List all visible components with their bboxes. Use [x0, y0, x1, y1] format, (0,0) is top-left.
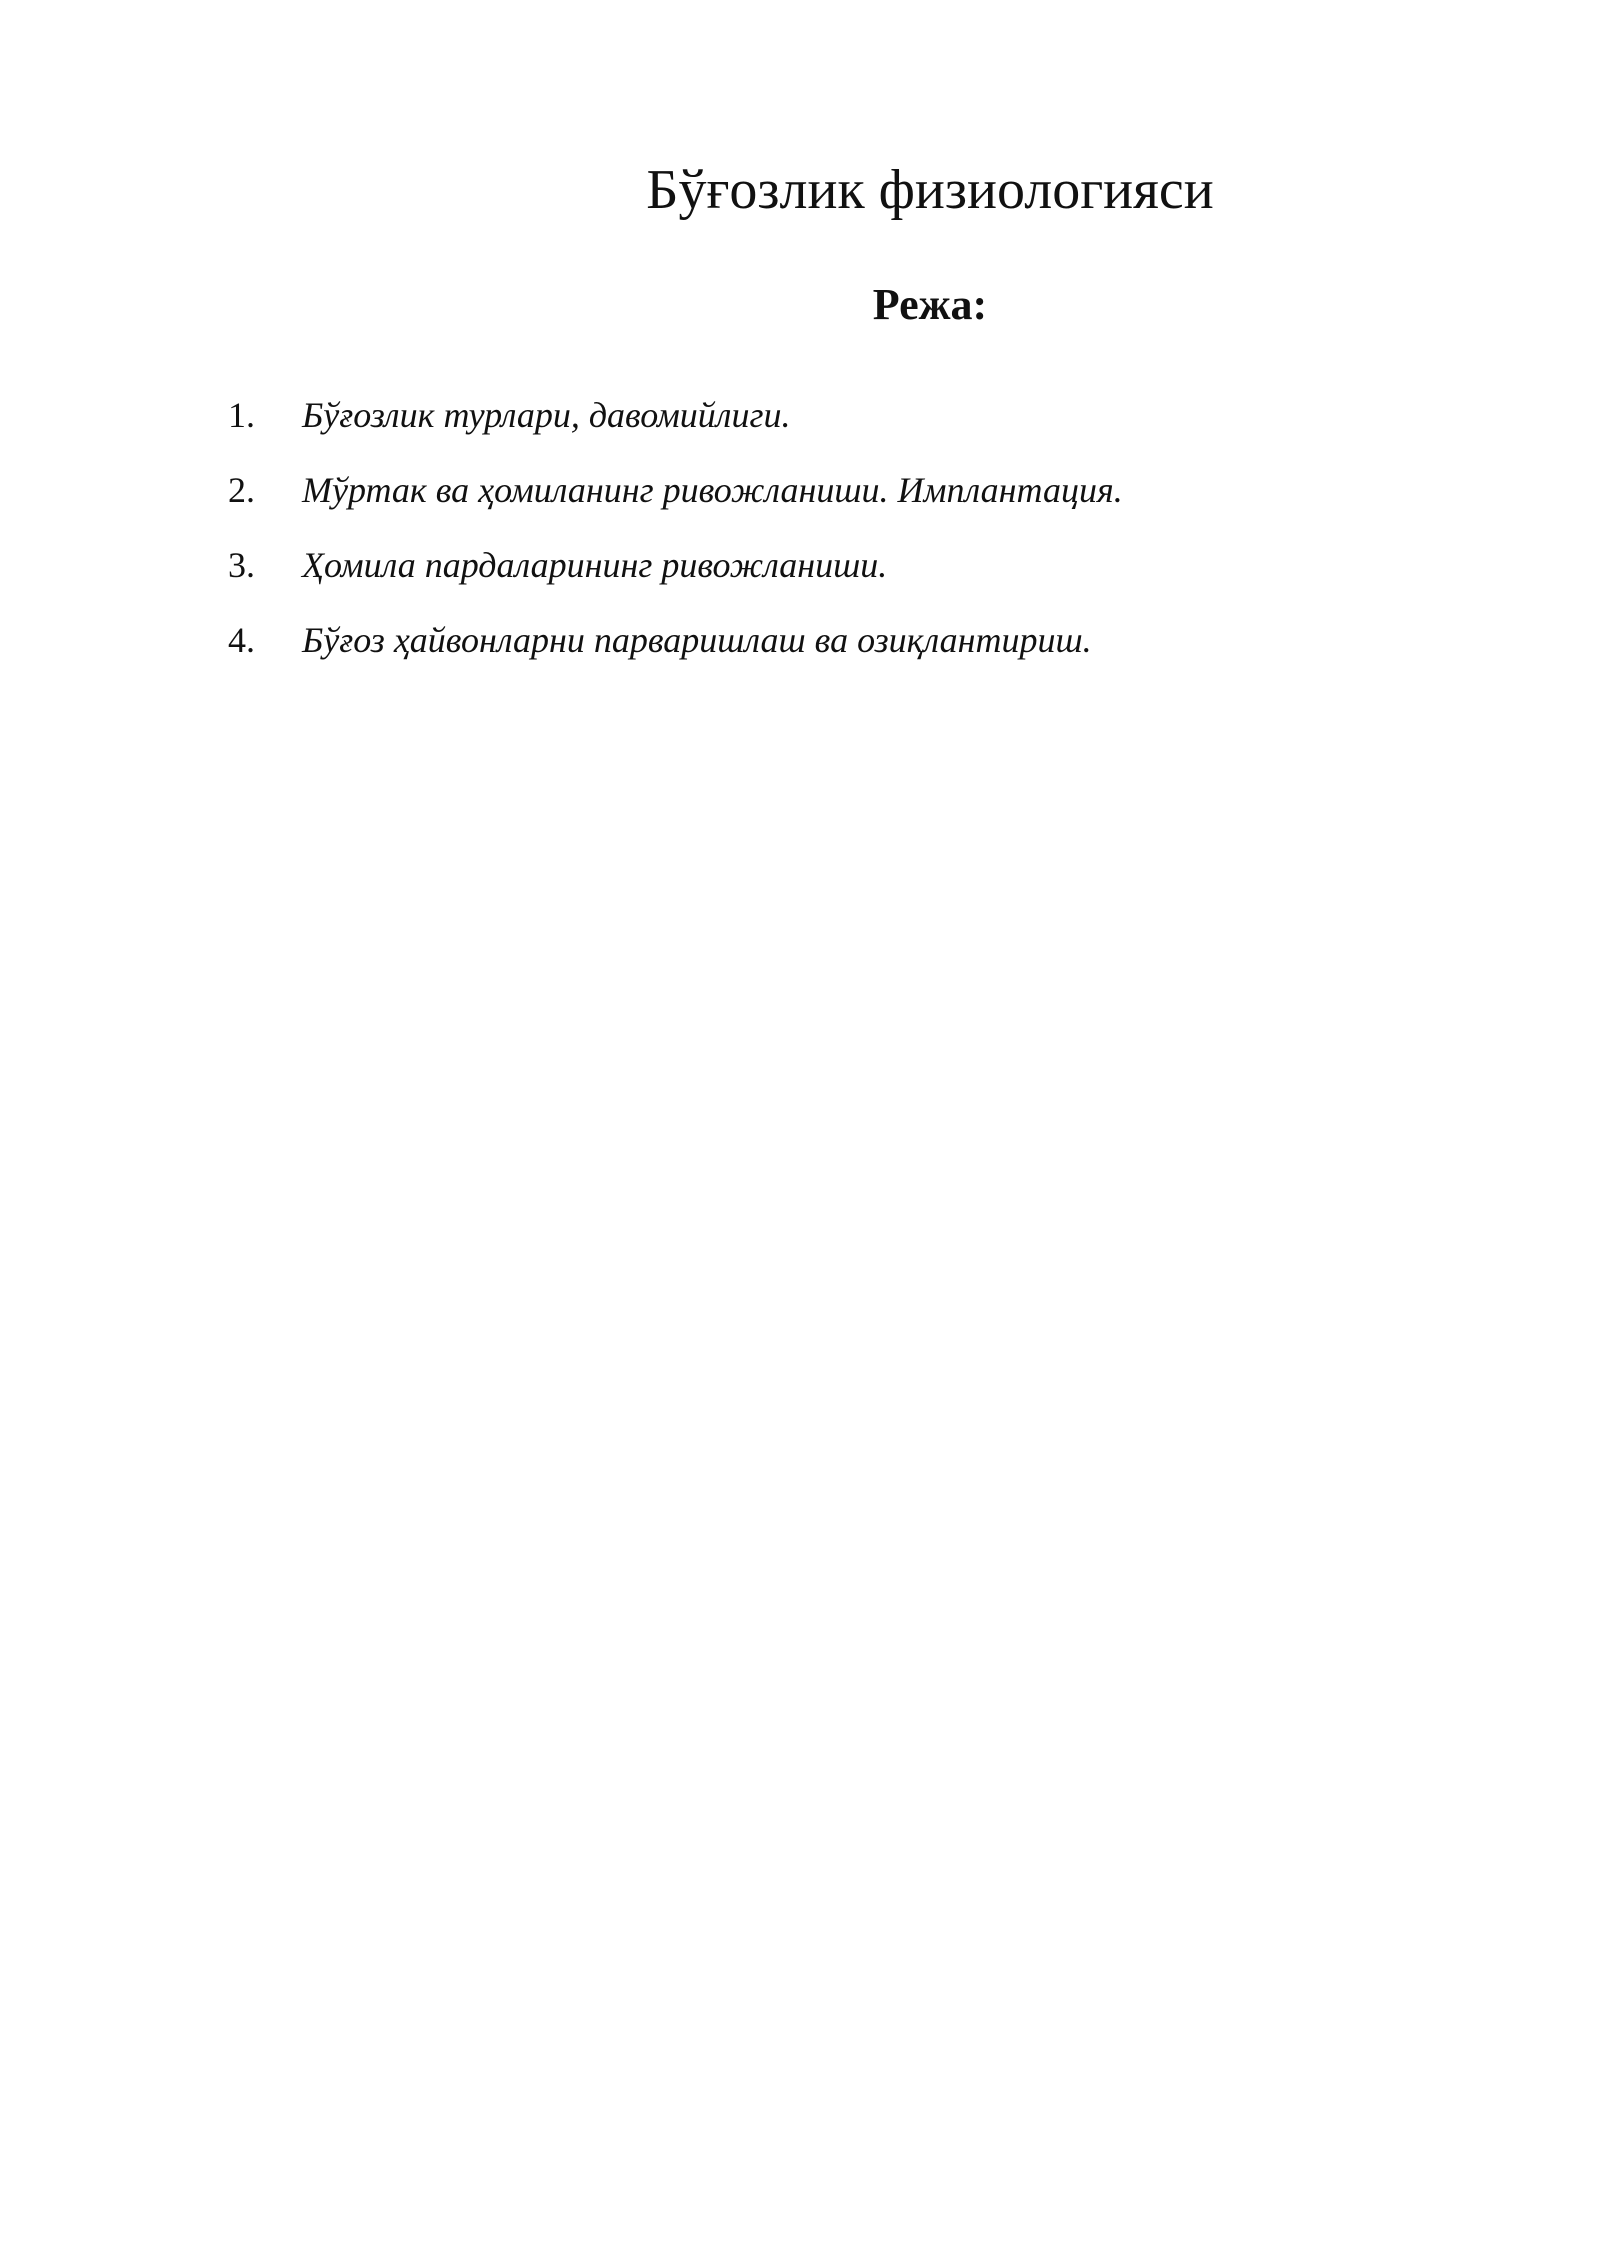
plan-heading: Режа: [872, 280, 988, 329]
list-item-number: 1. [228, 395, 255, 435]
list-item-number: 2. [228, 470, 255, 510]
list-item-number: 3. [228, 545, 255, 585]
plan-list [228, 385, 1448, 685]
page-title: Бўғозлик физиологияси [646, 159, 1214, 221]
list-item-text: Бўғоз ҳайвонларни парваришлаш ва озиқлантириш. [302, 620, 1092, 660]
list-item [228, 610, 1448, 685]
list-item-text: Мўртак ва ҳомиланинг ривожланиши. Имплантация. [302, 470, 1123, 510]
list-item-text: Бўғозлик турлари, давомийлиги. [302, 395, 791, 435]
list-item [228, 535, 1448, 610]
list-item-text: Ҳомила пардаларининг ривожланиши. [302, 545, 888, 585]
list-item-number: 4. [228, 620, 255, 660]
list-item [228, 460, 1448, 535]
list-item [228, 385, 1448, 460]
